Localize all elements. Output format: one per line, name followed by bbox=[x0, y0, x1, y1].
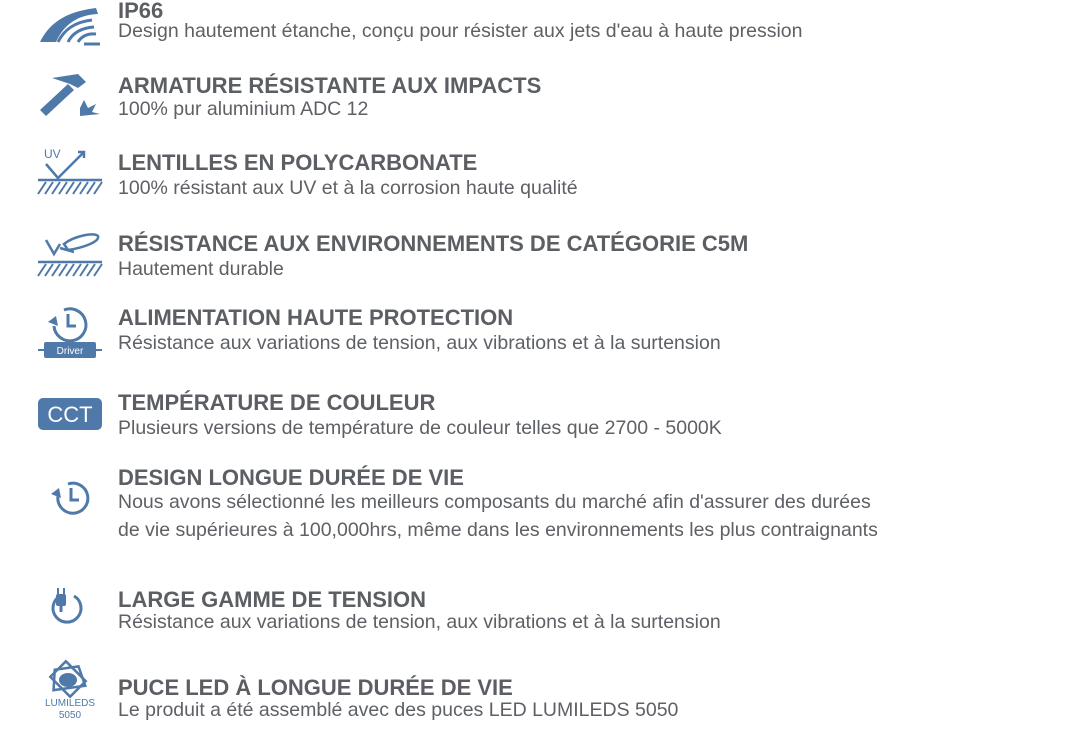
feature-description: Résistance aux variations de tension, aux vibrations et à la surtension bbox=[118, 332, 721, 354]
feature-description bbox=[118, 488, 1018, 544]
lifetime-clock-icon bbox=[34, 472, 106, 532]
hammer-icon bbox=[34, 68, 106, 128]
feature-title: LENTILLES EN POLYCARBONATE bbox=[118, 150, 478, 175]
feature-title: ALIMENTATION HAUTE PROTECTION bbox=[118, 305, 514, 330]
power-plug-icon bbox=[34, 580, 106, 640]
feature-description: 100% pur aluminium ADC 12 bbox=[118, 98, 369, 120]
chip-model-label: 5050 bbox=[58, 710, 82, 721]
description-line: de vie supérieures à 100,000hrs, même dans les environnements les plus contraignants bbox=[118, 519, 878, 541]
driver-clock-icon bbox=[34, 302, 106, 362]
feature-description: Le produit a été assemblé avec des puces LED LUMILEDS 5050 bbox=[118, 699, 679, 721]
uv-reflection-icon bbox=[34, 144, 106, 204]
description-line: Nous avons sélectionné les meilleurs composants du marché afin d'assurer des durées bbox=[118, 491, 871, 513]
feature-title: RÉSISTANCE AUX ENVIRONNEMENTS DE CATÉGORIE C5M bbox=[118, 231, 749, 256]
feature-title: LARGE GAMME DE TENSION bbox=[118, 587, 427, 612]
feature-description: 100% résistant aux UV et à la corrosion haute qualité bbox=[118, 177, 578, 199]
feature-title: PUCE LED À LONGUE DURÉE DE VIE bbox=[118, 675, 513, 700]
cct-badge-icon bbox=[34, 384, 106, 444]
feature-title: IP66 bbox=[118, 0, 164, 23]
feature-description: Design hautement étanche, conçu pour résister aux jets d'eau à haute pression bbox=[118, 20, 803, 42]
driver-label: Driver bbox=[56, 346, 84, 357]
feature-title: TEMPÉRATURE DE COULEUR bbox=[118, 390, 436, 415]
chip-brand-label: LUMILEDS bbox=[44, 698, 96, 709]
cct-label: CCT bbox=[47, 402, 93, 427]
led-chip-icon bbox=[34, 664, 106, 724]
feature-description: Résistance aux variations de tension, aux vibrations et à la surtension bbox=[118, 611, 721, 633]
water-wave-icon bbox=[34, 0, 106, 60]
feature-title: ARMATURE RÉSISTANTE AUX IMPACTS bbox=[118, 73, 542, 98]
feature-description: Plusieurs versions de température de couleur telles que 2700 - 5000K bbox=[118, 417, 722, 439]
svg-text:UV: UV bbox=[44, 147, 61, 161]
feature-description: Hautement durable bbox=[118, 258, 284, 280]
feature-title: DESIGN LONGUE DURÉE DE VIE bbox=[118, 465, 464, 490]
salt-spray-icon bbox=[34, 224, 106, 284]
